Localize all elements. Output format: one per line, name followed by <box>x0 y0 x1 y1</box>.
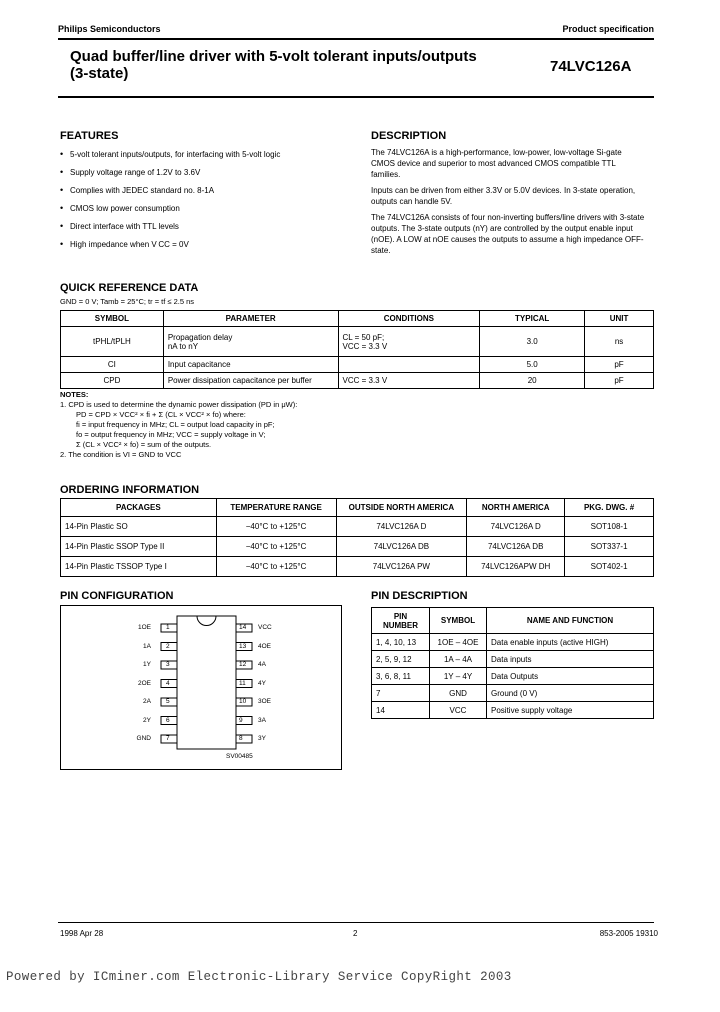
column-header: UNIT <box>585 311 654 327</box>
pin-number-cell: 1, 4, 10, 13 <box>372 634 430 651</box>
parameter-line: Propagation delay <box>167 332 233 342</box>
pin-number-label: 1 <box>166 624 170 631</box>
pin-name-label: 3A <box>258 716 266 724</box>
quick-ref-heading: QUICK REFERENCE DATA <box>60 282 199 294</box>
parameter-line: nA to nY <box>167 341 199 351</box>
pin-number-label: 13 <box>239 642 247 650</box>
note-line: 2. The condition is VI = GND to VCC <box>60 450 182 459</box>
column-header: TEMPERATURE RANGE <box>216 499 336 517</box>
note-line: PD = CPD × VCC² × fi + Σ (CL × VCC² × fo) where: <box>76 410 246 419</box>
column-header: PKG. DWG. # <box>565 499 654 517</box>
column-header: SYMBOL <box>430 608 487 634</box>
north-america-cell: 74LVC126APW DH <box>467 557 565 577</box>
notes-heading: NOTES: <box>60 390 89 399</box>
condition-line: VCC = 3.3 V <box>342 341 388 351</box>
pkg-dwg-cell: SOT337-1 <box>565 537 654 557</box>
function-cell: Data Outputs <box>487 668 654 685</box>
quick-ref-table <box>60 310 654 389</box>
package-cell: 14-Pin Plastic SSOP Type II <box>61 537 217 557</box>
pin-number-label: 12 <box>239 661 247 668</box>
pin-name-label: 2A <box>143 698 151 705</box>
outside-na-cell: 74LVC126A D <box>336 517 467 537</box>
pin-name-label: 4A <box>258 661 266 668</box>
pin-number-cell: 3, 6, 8, 11 <box>372 668 430 685</box>
function-cell: Positive supply voltage <box>487 702 654 719</box>
function-cell: Data inputs <box>487 651 654 668</box>
quick-ref-conditions: GND = 0 V; Tamb = 25°C; tr = tf ≤ 2.5 ns <box>60 297 195 306</box>
ordering-heading: ORDERING INFORMATION <box>60 484 200 496</box>
pin-name-label: VCC <box>258 624 272 631</box>
table-row <box>372 651 654 668</box>
features-heading: FEATURES <box>60 130 119 142</box>
pin-number-label: 2 <box>166 642 170 650</box>
unit-cell: ns <box>585 327 654 357</box>
table-row <box>61 357 654 373</box>
pin-number-label: 10 <box>239 698 247 705</box>
pin-number-cell: 2, 5, 9, 12 <box>372 651 430 668</box>
features-list <box>60 150 350 258</box>
page-title: Quad buffer/line driver with 5-volt tolerant inputs/outputs (3-state) <box>70 48 477 82</box>
column-header: PARAMETER <box>163 311 338 327</box>
description-heading: DESCRIPTION <box>371 130 447 142</box>
pin-number-label: 4 <box>166 679 170 687</box>
parameter-cell: Input capacitance <box>163 357 338 373</box>
pin-config-diagram <box>60 605 342 770</box>
north-america-cell: 74LVC126A D <box>467 517 565 537</box>
pin-name-label: 4OE <box>258 642 272 650</box>
quick-ref-notes <box>60 390 480 460</box>
note-line: 1. CPD is used to determine the dynamic power dissipation (PD in μW): <box>60 400 298 409</box>
table-row <box>372 685 654 702</box>
feature-item: • 5-volt tolerant inputs/outputs, for interfacing with 5-volt logic <box>60 150 350 168</box>
condition-line: CL = 50 pF; <box>342 332 385 342</box>
ordering-table <box>60 498 654 577</box>
package-cell: 14-Pin Plastic TSSOP Type I <box>61 557 217 577</box>
symbol-cell: CI <box>61 357 164 373</box>
header-rule <box>58 38 654 40</box>
parameter-cell <box>163 327 338 357</box>
pin-number-cell: 14 <box>372 702 430 719</box>
outside-na-cell: 74LVC126A PW <box>336 557 467 577</box>
typical-cell: 3.0 <box>480 327 585 357</box>
pin-number-label: 9 <box>239 716 243 724</box>
table-header-row <box>61 499 654 517</box>
pin-name-label: 2OE <box>137 679 151 687</box>
pin-number-label: 6 <box>166 716 170 724</box>
note-line: fi = input frequency in MHz; CL = output load capacity in pF; <box>76 420 275 429</box>
pkg-dwg-cell: SOT402-1 <box>565 557 654 577</box>
outside-na-cell: 74LVC126A DB <box>336 537 467 557</box>
company-name: Philips Semiconductors <box>58 24 161 34</box>
symbol-cell: VCC <box>430 702 487 719</box>
symbol-cell: tPHL/tPLH <box>61 327 164 357</box>
column-header: TYPICAL <box>480 311 585 327</box>
table-row <box>61 327 654 357</box>
table-header-row <box>372 608 654 634</box>
pin-number-label: 14 <box>239 624 247 631</box>
symbol-cell: 1Y – 4Y <box>430 668 487 685</box>
footer-page-number: 2 <box>353 929 358 938</box>
temperature-cell: −40°C to +125°C <box>216 517 336 537</box>
pin-number-label: 5 <box>166 698 170 705</box>
function-cell: Ground (0 V) <box>487 685 654 702</box>
pin-number-cell: 7 <box>372 685 430 702</box>
function-cell: Data enable inputs (active HIGH) <box>487 634 654 651</box>
unit-cell: pF <box>585 373 654 389</box>
typical-cell: 5.0 <box>480 357 585 373</box>
table-row <box>372 702 654 719</box>
description-paragraph: The 74LVC126A consists of four non-inverting buffers/line drivers with 3-state outputs. The 3-state outputs (nY) are controlled by the output enable input (nOE). A LOW at nOE causes the outputs to assume a high impedance OFF-state. <box>371 213 645 255</box>
column-header: OUTSIDE NORTH AMERICA <box>336 499 467 517</box>
column-header: SYMBOL <box>61 311 164 327</box>
pkg-dwg-cell: SOT108-1 <box>565 517 654 537</box>
drawing-code: SV00485 <box>226 753 253 760</box>
pin-description-table <box>371 607 654 719</box>
pin-number-label: 3 <box>166 661 170 668</box>
pin-number-label: 11 <box>239 679 246 687</box>
north-america-cell: 74LVC126A DB <box>467 537 565 557</box>
footer-rule <box>58 922 654 923</box>
conditions-cell <box>338 327 480 357</box>
pin-name-label: 3OE <box>258 698 272 705</box>
table-row <box>372 668 654 685</box>
feature-item: • Supply voltage range of 1.2V to 3.6V <box>60 168 350 186</box>
conditions-cell <box>338 357 480 373</box>
symbol-cell: CPD <box>61 373 164 389</box>
description-paragraph: Inputs can be driven from either 3.3V or 5.0V devices. In 3-state operation, outputs can handle 5V. <box>371 186 636 206</box>
column-header: NAME AND FUNCTION <box>487 608 654 634</box>
parameter-cell: Power dissipation capacitance per buffer <box>163 373 338 389</box>
table-row <box>372 634 654 651</box>
pin-name-label: 1A <box>143 642 151 650</box>
pin-name-label: GND <box>136 735 151 742</box>
table-row <box>61 557 654 577</box>
conditions-cell: VCC = 3.3 V <box>338 373 480 389</box>
column-header: PACKAGES <box>61 499 217 517</box>
pin-name-label: 1OE <box>137 624 151 631</box>
temperature-cell: −40°C to +125°C <box>216 537 336 557</box>
note-line: fo = output frequency in MHz; VCC = supply voltage in V; <box>76 430 266 439</box>
table-row <box>61 537 654 557</box>
document-type: Product specification <box>562 24 654 34</box>
description-paragraph: The 74LVC126A is a high-performance, low-power, low-voltage Si-gate CMOS device and superior to most advanced CMOS compatible TTL families. <box>371 148 622 179</box>
footer-date: 1998 Apr 28 <box>60 929 104 938</box>
package-cell: 14-Pin Plastic SO <box>61 517 217 537</box>
table-row <box>61 373 654 389</box>
pin-name-label: 1Y <box>143 661 151 668</box>
feature-item: • Complies with JEDEC standard no. 8-1A <box>60 186 350 204</box>
feature-item: • High impedance when V CC = 0V <box>60 240 350 258</box>
pin-number-label: 7 <box>166 735 170 742</box>
watermark-text: Powered by ICminer.com Electronic-Library Service CopyRight 2003 <box>6 970 512 984</box>
pin-name-label: 4Y <box>258 679 266 687</box>
symbol-cell: 1A – 4A <box>430 651 487 668</box>
column-header: CONDITIONS <box>338 311 480 327</box>
typical-cell: 20 <box>480 373 585 389</box>
part-number: 74LVC126A <box>550 58 632 75</box>
table-row <box>61 517 654 537</box>
symbol-cell: 1OE – 4OE <box>430 634 487 651</box>
unit-cell: pF <box>585 357 654 373</box>
footer-doc-code: 853-2005 19310 <box>599 929 658 938</box>
title-rule <box>58 96 654 98</box>
pin-number-label: 8 <box>239 735 243 742</box>
temperature-cell: −40°C to +125°C <box>216 557 336 577</box>
note-line: Σ (CL × VCC² × fo) = sum of the outputs. <box>76 440 212 449</box>
pin-config-heading: PIN CONFIGURATION <box>60 590 174 602</box>
pin-name-label: 2Y <box>143 716 151 724</box>
feature-item: • Direct interface with TTL levels <box>60 222 350 240</box>
pin-name-label: 3Y <box>258 735 266 742</box>
table-header-row <box>61 311 654 327</box>
column-header: PIN NUMBER <box>372 608 430 634</box>
feature-item: • CMOS low power consumption <box>60 204 350 222</box>
column-header: NORTH AMERICA <box>467 499 565 517</box>
symbol-cell: GND <box>430 685 487 702</box>
pin-description-heading: PIN DESCRIPTION <box>371 590 468 602</box>
description-body <box>371 147 646 261</box>
